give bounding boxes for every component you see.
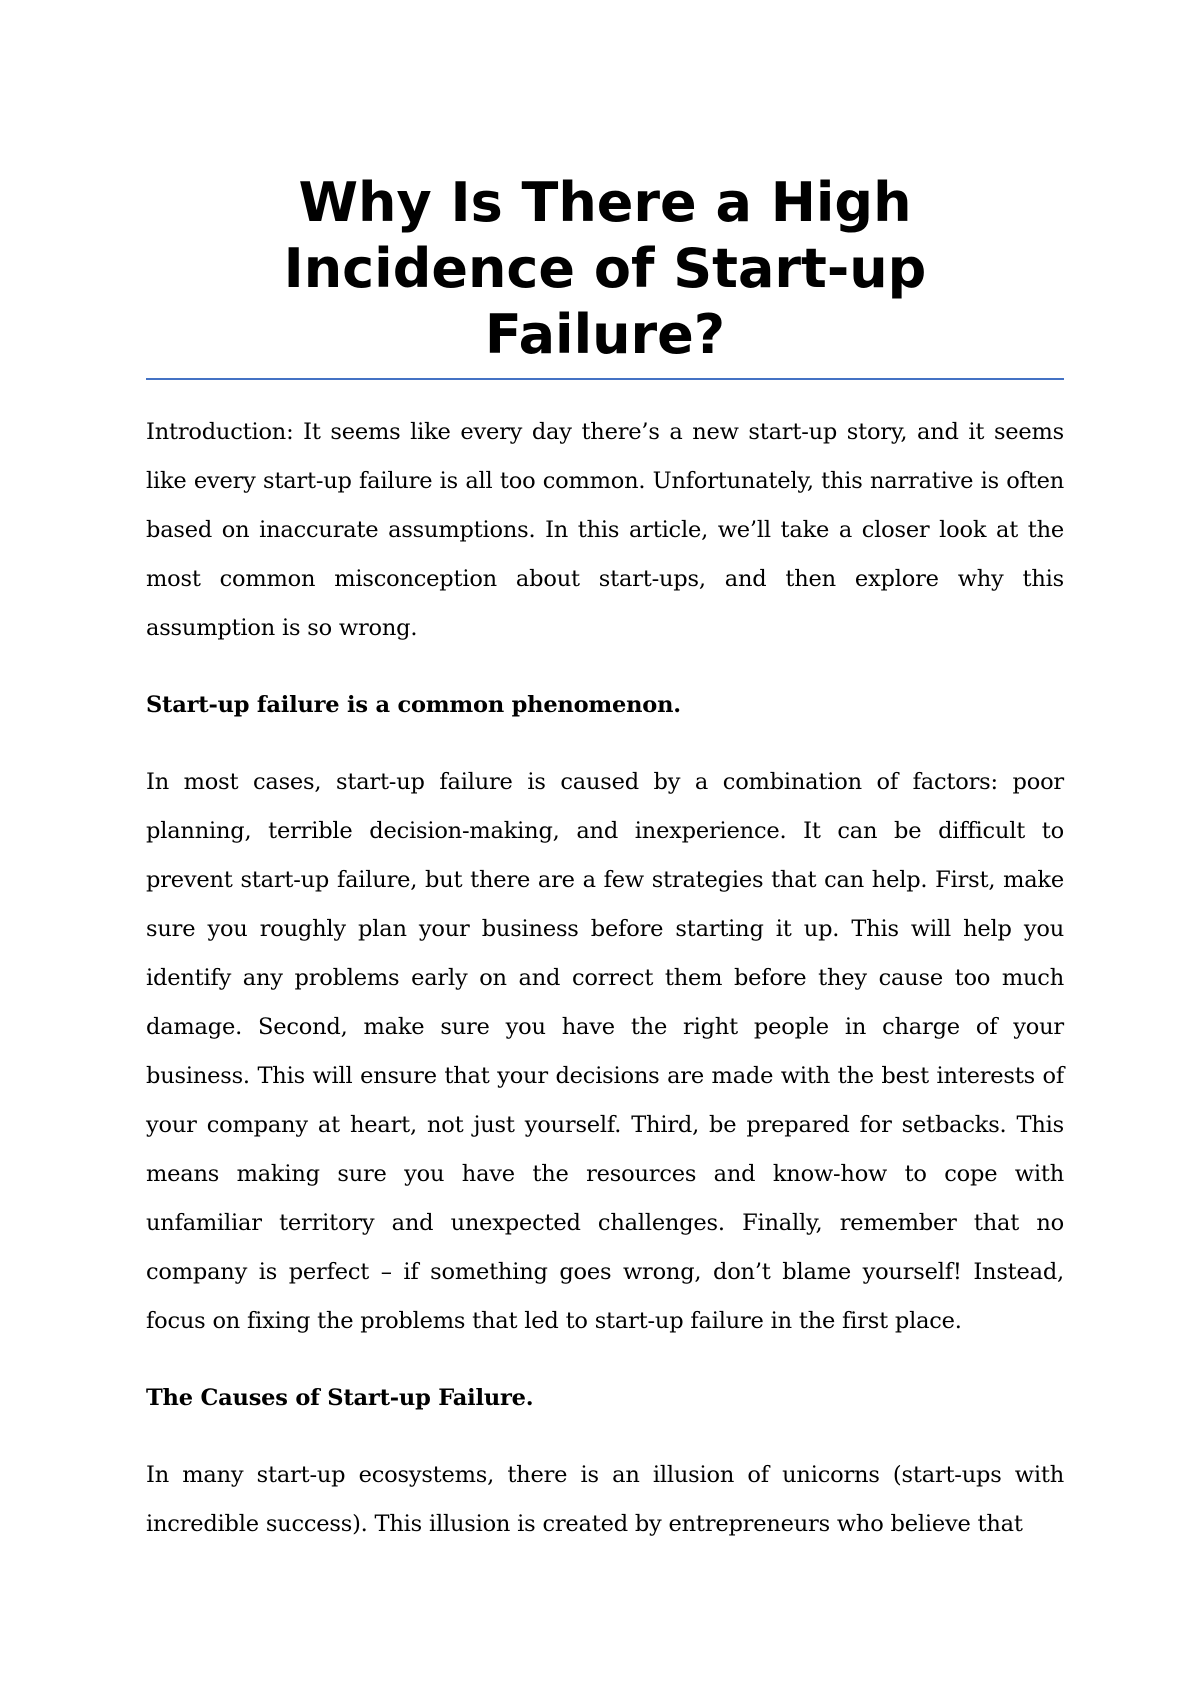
section-body-common-phenomenon: In most cases, start-up failure is caused by a combination of factors: poor planning, terrible decision-making, and inexperience. It can be difficult to prevent start-up failure, but there are a few strategies that can help. First, make sure you roughly plan your business before starting it up. This will help you identify any problems early on and correct them before they cause too much damage. Second, make sure you have the right people in charge of your business. This will ensure that your decisions are made with the best interests of your company at heart, not just yourself. Third, be prepared for setbacks. This means making sure you have the resources and know-how to cope with unfamiliar territory and unexpected challenges. Finally, remember that no company is perfect – if something goes wrong, don’t blame yourself! Instead, focus on fixing the problems that led to start-up failure in the first place.: [146, 769, 1064, 1334]
document-title: Why Is There a High Incidence of Start-up Failure?: [283, 171, 927, 366]
intro-paragraph: Introduction: It seems like every day there’s a new start-up story, and it seems like every start-up failure is all too common. Unfortunately, this narrative is often based on inaccurate assumptions. In this article, we’ll take a closer look at the most common misconception about start-ups, and then explore why this assumption is so wrong.: [146, 419, 1064, 641]
section-body-causes: In many start-up ecosystems, there is an illusion of unicorns (start-ups with incredible success). This illusion is created by entrepreneurs who believe that: [146, 1462, 1064, 1537]
section-heading-common-phenomenon: Start-up failure is a common phenomenon.: [146, 692, 681, 718]
section-heading-causes: The Causes of Start-up Failure.: [146, 1385, 534, 1411]
document-content: [146, 170, 1064, 1577]
title-underline-rule: [146, 378, 1064, 380]
